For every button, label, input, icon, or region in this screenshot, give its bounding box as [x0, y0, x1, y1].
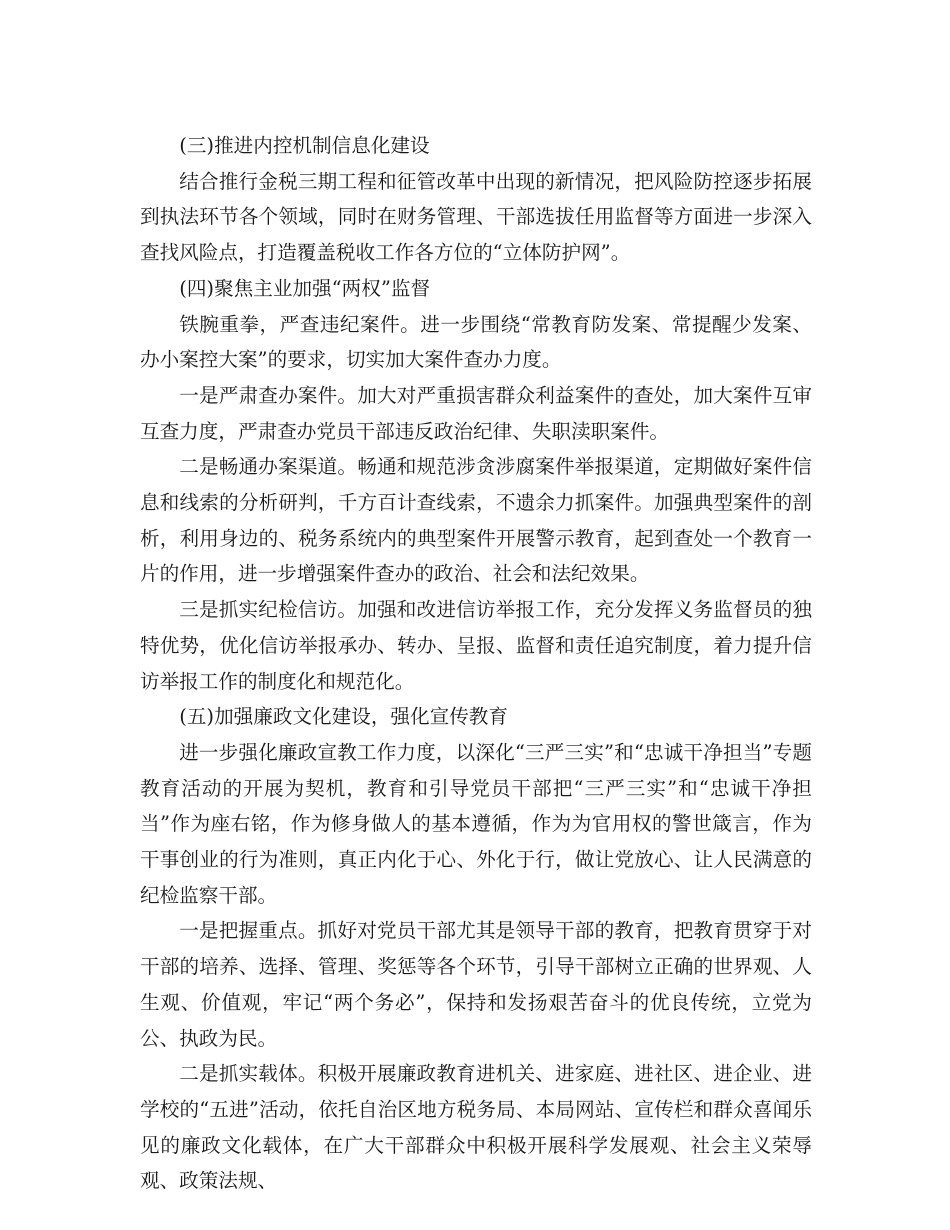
section-heading-4: (四)聚焦主业加强“两权”监督	[179, 276, 431, 300]
paragraph-strict-handling: 一是严肃查办案件。加大对严重损害群众利益案件的查处，加大案件互审互查力度，严肃查办党员干部违反政治纪律、失职渎职案件。	[140, 383, 812, 443]
paragraph-report-channels: 二是畅通办案渠道。畅通和规范涉贪涉腐案件举报渠道，定期做好案件信息和线索的分析研判，千方百计查线索，不遗余力抓案件。加强典型案件的剖析，利用身边的、税务系统内的典型案件开展警示教育，起到查处一个教育一片的作用，进一步增强案件查办的政治、社会和法纪效果。	[140, 455, 812, 586]
paragraph-petitions: 三是抓实纪检信访。加强和改进信访举报工作，充分发挥义务监督员的独特优势，优化信访举报承办、转办、呈报、监督和责任追究制度，着力提升信访举报工作的制度化和规范化。	[140, 598, 812, 693]
paragraph-risk-control: 结合推行金税三期工程和征管改革中出现的新情况，把风险防控逐步拓展到执法环节各个领域，同时在财务管理、干部选拔任用监督等方面进一步深入查找风险点，打造覆盖税收工作各方位的“立体防护网”。	[140, 169, 812, 265]
section-heading-5: (五)加强廉政文化建设，强化宣传教育	[179, 705, 508, 729]
paragraph-integrity-education: 进一步强化廉政宣教工作力度，以深化“三严三实”和“忠诚干净担当”专题教育活动的开展为契机，教育和引导党员干部把“三严三实”和“忠诚干净担当”作为座右铭，作为修身做人的基本遵循，作为为官用权的警世箴言，作为干事创业的行为准则，真正内化于心、外化于行，做让党放心、让人民满意的纪检监察干部。	[140, 740, 812, 907]
section-heading-3: (三)推进内控机制信息化建设	[179, 134, 430, 157]
paragraph-key-points: 一是把握重点。抓好对党员干部尤其是领导干部的教育，把教育贯穿于对干部的培养、选择、管理、奖惩等各个环节，引导干部树立正确的世界观、人生观、价值观，牢记“两个务必”，保持和发扬艰苦奋斗的优良传统，立党为公、执政为民。	[140, 919, 812, 1050]
paragraph-case-investigation: 铁腕重拳，严查违纪案件。进一步围绕“常教育防发案、常提醒少发案、办小案控大案”的要求，切实加大案件查办力度。	[140, 312, 812, 372]
paragraph-carriers: 二是抓实载体。积极开展廉政教育进机关、进家庭、进社区、进企业、进学校的“五进”活动，依托自治区地方税务局、本局网站、宣传栏和群众喜闻乐见的廉政文化载体，在广大干部群众中积极开展科学发展观、社会主义荣辱观、政策法规、	[140, 1062, 812, 1193]
document-body	[140, 128, 812, 1199]
